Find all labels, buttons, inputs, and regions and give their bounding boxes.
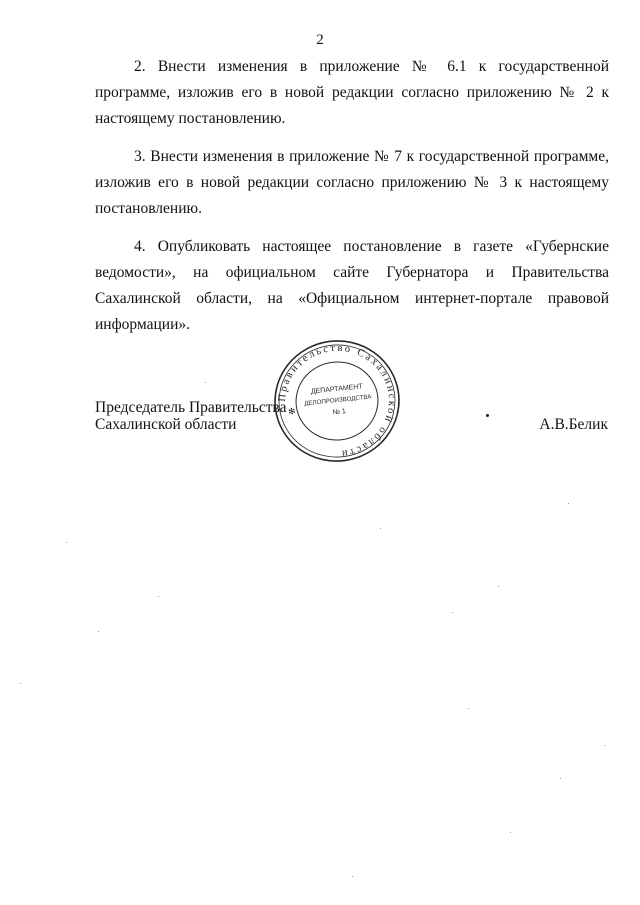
paragraph-item-3: 3. Внести изменения в приложение № 7 к государственной программе, изложив его в новой редакции согласно приложению № 3 к настоящему постановлению. (95, 148, 609, 217)
stamp-center-line1: ДЕПАРТАМЕНТ (310, 383, 364, 396)
scan-speck (468, 708, 469, 709)
stamp-ring-text: Правительство Сахалинской области (276, 342, 398, 460)
svg-text:✻: ✻ (287, 405, 297, 417)
signatory-position-line1: Председатель Правительства (95, 399, 287, 416)
stamp-center-line3: № 1 (332, 408, 347, 417)
scan-speck (510, 832, 511, 833)
scan-speck (560, 778, 561, 779)
scan-speck (158, 596, 159, 597)
page-number: 2 (316, 32, 324, 48)
scan-speck (352, 876, 353, 877)
document-body (95, 54, 609, 350)
scan-speck (66, 542, 67, 543)
signatory-position-line2: Сахалинской области (95, 416, 237, 433)
scan-speck (205, 382, 206, 383)
scan-speck (604, 745, 605, 746)
scan-speck (20, 683, 21, 684)
paragraph-item-2: 2. Внести изменения в приложение № 6.1 к государственной программе, изложив его в новой редакции согласно приложению № 2 к настоящему постановлению. (95, 58, 609, 127)
scan-speck (380, 528, 381, 529)
signatory-name: А.В.Белик (539, 416, 608, 433)
stamp-center-line2: ДЕЛОПРОИЗВОДСТВА (304, 393, 372, 408)
scan-speck (568, 503, 569, 504)
official-seal-stamp (272, 339, 402, 464)
signatory-position (95, 399, 287, 433)
paragraph-item-4: 4. Опубликовать настоящее постановление в газете «Губернские ведомости», на официальном сайте Губернатора и Правительства Сахалинской области, на «Официальном интернет-портале правовой информации». (95, 238, 609, 333)
ink-dot (486, 414, 489, 417)
scan-speck (98, 631, 99, 632)
scan-speck (498, 586, 499, 587)
scan-speck (452, 612, 453, 613)
